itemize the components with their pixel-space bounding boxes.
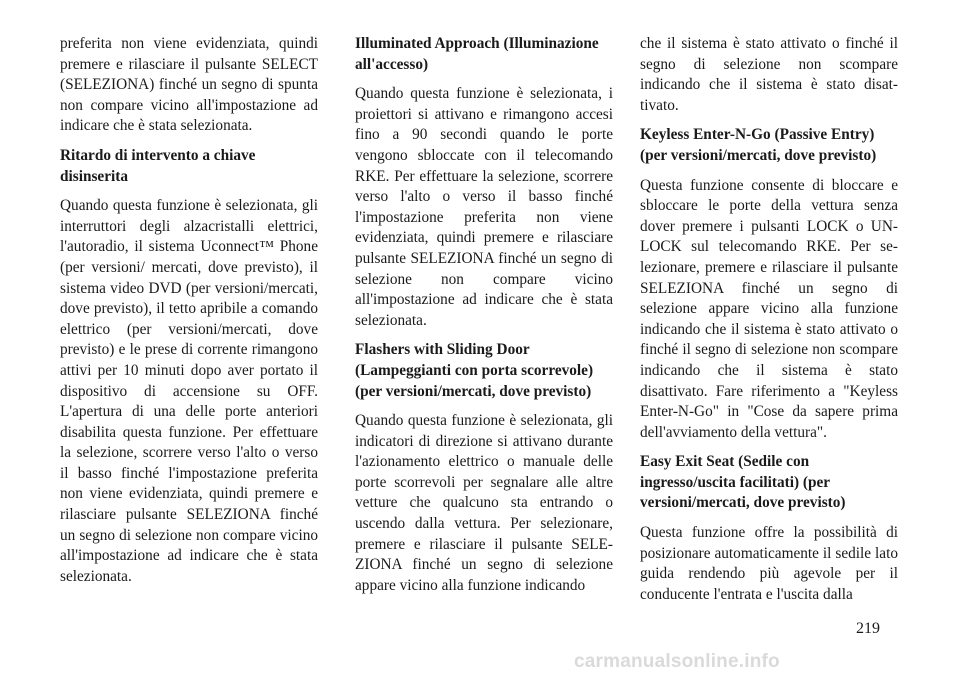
- paragraph-continuation: preferita non viene evidenziata, quindi premere e rilasciare il pulsante SELECT (SELEZIONA) finché un segno di spunta non compare vicino all'impostazione ad indicare che è stata selezionata.: [60, 35, 318, 135]
- paragraph-flashers-sliding-door: Quando questa funzione è selezionata, gli indicatori di direzione si attivano durante l'azionamento elettrico o manuale delle porte scorrevoli per segnalare alle altre vetture che qualcuno sta entrando o uscendo dalla vettura. Per selezionare, premere e rilasciare il pulsante SELEZIONA finché un segno di selezione appare vicino alla funzione indicando: [355, 412, 613, 594]
- paragraph-keyless-enter-n-go: Questa funzione consente di bloccare e sbloccare le porte della vettura senza dover premere i pulsanti LOCK o UNLOCK sul telecomando RKE. Per selezionare, premere e rilasciare il pulsante SELEZIONA finché un segno di selezione appare vicino alla funzione indicando che il sistema è stato attivato o finché il segno di selezione non scompare indicando che il sistema è stato disattivato. Fare riferimento a "Keyless Enter-N-Go" in "Cose da sapere prima dell'avviamento della vettura".: [640, 176, 898, 441]
- page-number: 219: [856, 620, 880, 637]
- watermark: carmanualsonline.info: [574, 651, 780, 672]
- section-heading-illuminated-approach: Illuminated Approach (Illuminazione all'accesso): [355, 35, 599, 73]
- text-column-3: [640, 34, 898, 614]
- paragraph-continuation: che il sistema è stato attivato o finché il segno di selezione non scompare indicando che il sistema è stato disattivato.: [640, 35, 898, 114]
- paragraph-illuminated-approach: Quando questa funzione è selezionata, i proiettori si attivano e rimangono accesi fino a 90 secondi quando le porte vengono sbloccate con il telecomando RKE. Per effettuare la selezione, scorrere verso l'alto o verso il basso finché l'impostazione preferita non viene evidenziata, quindi premere e rilasciare pulsante SELEZIONA finché un segno di selezione non compare vicino all'impostazione ad indicare che è stata selezionata.: [355, 85, 613, 329]
- section-heading-key-off-delay: Ritardo di intervento a chiave disinserita: [60, 146, 256, 185]
- section-heading-easy-exit-seat: Easy Exit Seat (Sedile con ingresso/uscita facilitati) (per versioni/mercati, dove previsto): [640, 453, 846, 512]
- section-heading-keyless-enter-n-go: Keyless Enter-N-Go (Passive Entry) (per versioni/mercati, dove previsto): [640, 126, 877, 164]
- text-column-1: [60, 34, 318, 596]
- paragraph-key-off-delay: Quando questa funzione è selezionata, gli interruttori degli alzacristalli elettrici, l'autoradio, il sistema Uconnect™ Phone (per versioni/ mercati, dove previsto), il sistema video DVD (per versioni/mercati, dove previsto), il tetto apribile a comando elettrico (per versioni/mercati, dove previsto) e le prese di corrente rimangono attivi per 10 minuti dopo aver portato il dispositivo di accensione su OFF. L'apertura di una delle porte anteriori disabilita questa funzione. Per effettuare la selezione, scorrere verso l'alto o verso il basso finché l'impostazione preferita non viene evidenziata, quindi premere e rilasciare pulsante SELEZIONA finché un segno di selezione non compare vicino all'impostazione ad indicare che è stata selezionata.: [60, 197, 318, 585]
- paragraph-easy-exit-seat: Questa funzione offre la possibilità di posizionare automaticamente il sedile lato guida rendendo più agevole per il conducente l'entrata e l'uscita dalla: [640, 524, 898, 603]
- section-heading-flashers-sliding-door: Flashers with Sliding Door (Lampeggianti con porta scorrevole) (per versioni/mercati, dove previsto): [355, 341, 594, 400]
- text-column-2: [355, 34, 613, 605]
